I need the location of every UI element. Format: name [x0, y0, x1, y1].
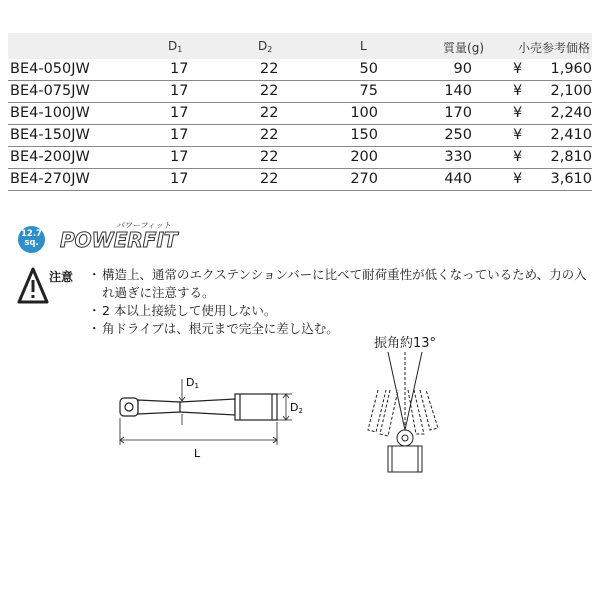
ball-end-shape — [120, 398, 138, 416]
header-d2: $D_2$ — [258, 39, 273, 54]
cell-model: BE4-150JW — [10, 127, 90, 143]
header-l: L — [360, 39, 367, 53]
cell-l: 50 — [359, 61, 378, 77]
cell-mass: 90 — [453, 61, 472, 77]
cell-price: 3,610 — [550, 171, 592, 187]
table-header — [8, 33, 592, 59]
cell-price: 1,960 — [550, 61, 592, 77]
diagram-l-label: L — [194, 447, 201, 460]
cell-l: 100 — [350, 105, 378, 121]
cell-d1: 17 — [170, 171, 189, 187]
cell-price: 2,100 — [550, 83, 592, 99]
taper-shape — [180, 399, 235, 415]
socket-end-shape — [235, 394, 277, 420]
swing-line-left — [388, 352, 405, 430]
cell-mass: 140 — [444, 83, 472, 99]
table-row — [8, 81, 592, 103]
cell-l: 200 — [350, 149, 378, 165]
shank-shape — [138, 400, 180, 414]
caution-label: 注意 — [49, 270, 74, 284]
diagram-d1-label: D1 — [186, 376, 199, 390]
cell-d2: 22 — [260, 105, 279, 121]
table-row — [8, 103, 592, 125]
cell-yen: ¥ — [513, 83, 523, 99]
swing-angle-label: 振角約13° — [374, 336, 437, 351]
cell-yen: ¥ — [513, 171, 523, 187]
diagram-d2-label: D2 — [290, 401, 303, 415]
header-mass: 質量(g) — [443, 41, 484, 55]
caution-note-1: ・ 構造上、通常のエクステンションバーに比べて耐荷重性が低くなっているため、力の入れ過ぎに注意する。 — [90, 266, 590, 302]
cell-d1: 17 — [170, 105, 189, 121]
swing-line-right — [405, 352, 422, 430]
table-row — [8, 59, 592, 81]
cell-mass: 250 — [444, 127, 472, 143]
table-row — [8, 169, 592, 191]
cell-d2: 22 — [260, 149, 279, 165]
cell-l: 270 — [350, 171, 378, 187]
cell-price: 2,240 — [550, 105, 592, 121]
cell-yen: ¥ — [513, 149, 523, 165]
square-drive-badge: 12.7 sq. — [18, 226, 45, 253]
cell-d1: 17 — [170, 149, 189, 165]
cell-l: 75 — [359, 83, 378, 99]
caution-notes — [90, 266, 590, 338]
caution-note-2: ・ 2 本以上接続して使用しない。 — [90, 302, 590, 320]
cell-model: BE4-270JW — [10, 171, 90, 187]
spec-table — [8, 33, 592, 191]
cell-yen: ¥ — [513, 61, 523, 77]
cell-d2: 22 — [260, 171, 279, 187]
caution-note-3: ・ 角ドライブは、根元まで完全に差し込む。 — [90, 320, 590, 338]
cell-d2: 22 — [260, 83, 279, 99]
cell-d1: 17 — [170, 83, 189, 99]
cell-model: BE4-050JW — [10, 61, 90, 77]
swing-angle-diagram — [350, 350, 460, 480]
table-row — [8, 147, 592, 169]
cell-model: BE4-100JW — [10, 105, 90, 121]
cell-model: BE4-075JW — [10, 83, 90, 99]
cell-d1: 17 — [170, 127, 189, 143]
header-d1: $D_1$ — [168, 39, 183, 54]
warning-triangle-icon — [16, 266, 50, 308]
powerfit-logo: POWERFIT — [60, 228, 178, 252]
powerfit-logo-kana: パワーフィット — [116, 221, 171, 230]
header-price: 小売参考価格 — [517, 41, 590, 55]
cell-price: 2,810 — [550, 149, 592, 165]
cell-mass: 440 — [444, 171, 472, 187]
cell-d2: 22 — [260, 61, 279, 77]
extension-bar-diagram — [100, 365, 310, 465]
cell-d1: 17 — [170, 61, 189, 77]
cell-mass: 170 — [444, 105, 472, 121]
cell-d2: 22 — [260, 127, 279, 143]
cell-l: 150 — [350, 127, 378, 143]
cell-mass: 330 — [444, 149, 472, 165]
table-row — [8, 125, 592, 147]
cell-model: BE4-200JW — [10, 149, 90, 165]
cell-yen: ¥ — [513, 127, 523, 143]
cell-price: 2,410 — [550, 127, 592, 143]
cell-yen: ¥ — [513, 105, 523, 121]
